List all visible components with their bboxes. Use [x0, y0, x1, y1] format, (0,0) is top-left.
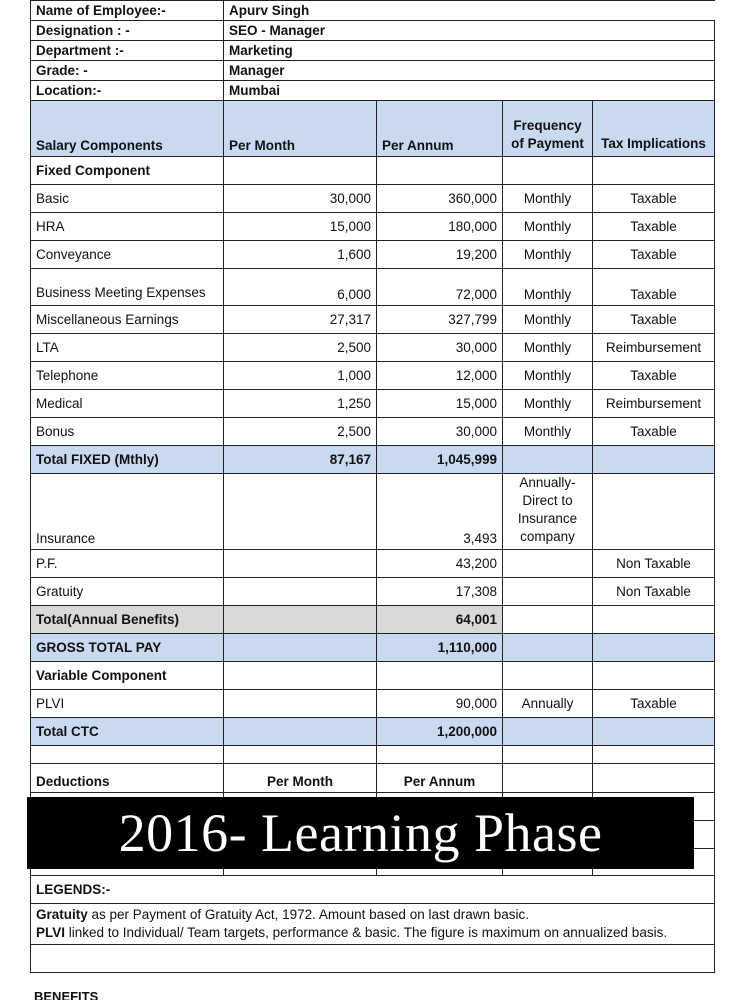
component-frequency: Monthly [503, 362, 593, 390]
plvi-annum: 90,000 [377, 690, 503, 718]
benefit-per-month [224, 578, 377, 606]
gross-total-row [31, 634, 715, 662]
variable-section-label: Variable Component [31, 662, 224, 690]
gross-total-label: GROSS TOTAL PAY [31, 634, 224, 662]
component-name: Conveyance [31, 241, 224, 269]
location-value: Mumbai [224, 81, 715, 101]
component-name: Business Meeting Expenses [31, 269, 224, 306]
total-fixed-month: 87,167 [224, 446, 377, 474]
benefit-name: P.F. [31, 550, 224, 578]
deductions-per-annum: Per Annum [377, 764, 503, 793]
plvi-tax: Taxable [593, 690, 715, 718]
department-label: Department :- [31, 41, 224, 61]
designation-label: Designation : - [31, 21, 224, 41]
header-per-month: Per Month [224, 101, 377, 157]
variable-section-row [31, 662, 715, 690]
legend-plvi-term: PLVI [36, 925, 66, 940]
benefit-row [31, 474, 715, 550]
fixed-component-row [31, 362, 715, 390]
component-per-month: 1,600 [224, 241, 377, 269]
component-name: Medical [31, 390, 224, 418]
fixed-component-row [31, 241, 715, 269]
employee-designation-row [31, 21, 715, 41]
component-tax: Taxable [593, 185, 715, 213]
component-per-annum: 360,000 [377, 185, 503, 213]
legend-plvi [36, 924, 709, 942]
legend-gratuity [36, 906, 709, 924]
component-tax: Taxable [593, 362, 715, 390]
total-benefits-label: Total(Annual Benefits) [31, 606, 224, 634]
component-tax: Reimbursement [593, 390, 715, 418]
total-benefits-annum: 64,001 [377, 606, 503, 634]
benefit-per-annum: 3,493 [377, 474, 503, 550]
component-per-annum: 327,799 [377, 306, 503, 334]
component-per-annum: 30,000 [377, 418, 503, 446]
component-name: Basic [31, 185, 224, 213]
benefits-row [31, 945, 715, 973]
employee-department-row [31, 41, 715, 61]
component-per-annum: 180,000 [377, 213, 503, 241]
component-tax: Taxable [593, 269, 715, 306]
deductions-per-month: Per Month [224, 764, 377, 793]
benefit-name: Insurance [31, 474, 224, 550]
component-frequency: Monthly [503, 185, 593, 213]
benefit-per-annum: 43,200 [377, 550, 503, 578]
header-frequency: Frequency of Payment [503, 101, 593, 157]
legends-row [31, 876, 715, 904]
department-value: Marketing [224, 41, 715, 61]
plvi-name: PLVI [31, 690, 224, 718]
fixed-component-row [31, 185, 715, 213]
component-per-annum: 19,200 [377, 241, 503, 269]
header-tax: Tax Implications [593, 101, 715, 157]
total-fixed-row [31, 446, 715, 474]
benefit-per-month [224, 474, 377, 550]
legend-plvi-text: linked to Individual/ Team targets, performance & basic. The figure is maximum on annualized basis. [65, 925, 668, 940]
component-name: Bonus [31, 418, 224, 446]
legend-gratuity-term: Gratuity [36, 907, 88, 922]
component-name: Telephone [31, 362, 224, 390]
component-per-month: 2,500 [224, 334, 377, 362]
name-label: Name of Employee:- [31, 1, 224, 21]
component-frequency: Monthly [503, 390, 593, 418]
benefit-row [31, 578, 715, 606]
component-per-annum: 15,000 [377, 390, 503, 418]
component-per-month: 15,000 [224, 213, 377, 241]
location-label: Location:- [31, 81, 224, 101]
legends-label: LEGENDS:- [31, 876, 715, 904]
total-fixed-annum: 1,045,999 [377, 446, 503, 474]
fixed-component-row [31, 334, 715, 362]
deductions-header-row [31, 764, 715, 793]
header-per-annum: Per Annum [377, 101, 503, 157]
component-name: LTA [31, 334, 224, 362]
name-value: Apurv Singh [224, 1, 715, 21]
gross-total-annum: 1,110,000 [377, 634, 503, 662]
fixed-component-row [31, 269, 715, 306]
component-name: HRA [31, 213, 224, 241]
benefit-tax: Non Taxable [593, 578, 715, 606]
component-name: Miscellaneous Earnings [31, 306, 224, 334]
component-tax: Reimbursement [593, 334, 715, 362]
fixed-section-label: Fixed Component [31, 157, 224, 185]
header-salary-components: Salary Components [31, 101, 224, 157]
component-per-month: 1,250 [224, 390, 377, 418]
component-frequency: Monthly [503, 241, 593, 269]
component-frequency: Monthly [503, 306, 593, 334]
fixed-component-row [31, 213, 715, 241]
total-benefits-row [31, 606, 715, 634]
benefit-per-annum: 17,308 [377, 578, 503, 606]
fixed-component-row [31, 390, 715, 418]
spacer-row [31, 746, 715, 764]
component-tax: Taxable [593, 241, 715, 269]
benefit-row [31, 550, 715, 578]
column-header-row [31, 101, 715, 157]
benefit-tax: Non Taxable [593, 550, 715, 578]
component-per-annum: 30,000 [377, 334, 503, 362]
component-frequency: Monthly [503, 269, 593, 306]
benefits-heading: BENEFITS [34, 989, 99, 1000]
total-fixed-label: Total FIXED (Mthly) [31, 446, 224, 474]
benefit-tax [593, 474, 715, 550]
component-tax: Taxable [593, 306, 715, 334]
fixed-rows [31, 185, 715, 446]
grade-label: Grade: - [31, 61, 224, 81]
deductions-label: Deductions [31, 764, 224, 793]
fixed-section-row [31, 157, 715, 185]
component-frequency: Monthly [503, 418, 593, 446]
designation-value: SEO - Manager [224, 21, 715, 41]
benefit-per-month [224, 550, 377, 578]
total-ctc-label: Total CTC [31, 718, 224, 746]
total-ctc-annum: 1,200,000 [377, 718, 503, 746]
benefit-rows [31, 474, 715, 606]
employee-grade-row [31, 61, 715, 81]
component-per-month: 30,000 [224, 185, 377, 213]
component-frequency: Monthly [503, 334, 593, 362]
component-tax: Taxable [593, 418, 715, 446]
legend-notes-row [31, 904, 715, 945]
component-per-annum: 12,000 [377, 362, 503, 390]
component-per-month: 2,500 [224, 418, 377, 446]
fixed-component-row [31, 306, 715, 334]
component-per-annum: 72,000 [377, 269, 503, 306]
component-per-month: 6,000 [224, 269, 377, 306]
grade-value: Manager [224, 61, 715, 81]
overlay-banner: 2016- Learning Phase [27, 797, 694, 869]
component-frequency: Monthly [503, 213, 593, 241]
benefit-frequency: Annually- Direct to Insurance company [503, 474, 593, 550]
fixed-component-row [31, 418, 715, 446]
plvi-frequency: Annually [503, 690, 593, 718]
legend-gratuity-text: as per Payment of Gratuity Act, 1972. Amount based on last drawn basic. [87, 907, 530, 922]
benefit-name: Gratuity [31, 578, 224, 606]
total-ctc-row [31, 718, 715, 746]
plvi-row [31, 690, 715, 718]
component-per-month: 27,317 [224, 306, 377, 334]
employee-location-row [31, 81, 715, 101]
employee-name-row [31, 1, 715, 21]
benefit-frequency [503, 550, 593, 578]
legend-notes [31, 904, 715, 945]
component-per-month: 1,000 [224, 362, 377, 390]
benefit-frequency [503, 578, 593, 606]
component-tax: Taxable [593, 213, 715, 241]
